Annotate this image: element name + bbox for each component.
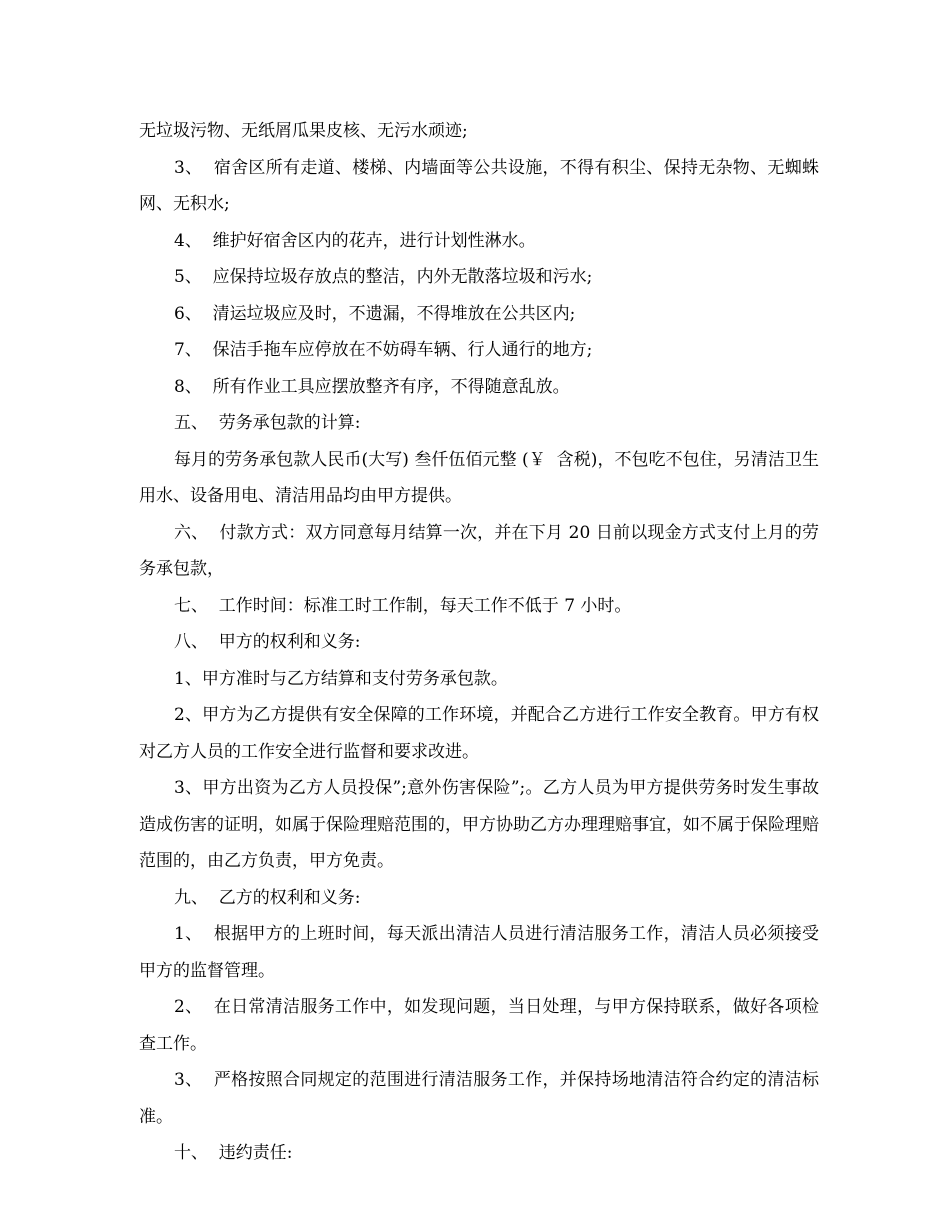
- paragraph: 3、 严格按照合同规定的范围进行清洁服务工作，并保持场地清洁符合约定的清洁标准。: [139, 1070, 819, 1127]
- paragraph: 5、 应保持垃圾存放点的整洁，内外无散落垃圾和污水;: [174, 267, 593, 287]
- paragraph: 4、 维护好宿舍区内的花卉，进行计划性淋水。: [174, 230, 536, 251]
- paragraph: 1、甲方准时与乙方结算和支付劳务承包款。: [174, 668, 508, 689]
- section-heading: 六、 付款方式：双方同意每月结算一次，并在下月 20 日前以现金方式支付上月的劳务承包款，: [139, 522, 819, 579]
- section-heading: 五、 劳务承包款的计算:: [174, 413, 361, 433]
- document-body: [139, 113, 819, 1172]
- section-heading: 七、 工作时间：标准工时工作制，每天工作不低于 7 小时。: [174, 595, 632, 616]
- section-heading: 十、 违约责任:: [174, 1143, 293, 1163]
- paragraph: 6、 清运垃圾应及时，不遗漏，不得堆放在公共区内;: [174, 303, 576, 324]
- section-heading: 九、 乙方的权利和义务:: [174, 887, 361, 908]
- section-heading: 八、 甲方的权利和义务:: [174, 632, 361, 652]
- paragraph: 每月的劳务承包款人民币(大写) 叁仟伍佰元整 (￥ 含税)，不包吃不包住，另清洁卫生用水、设备用电、清洁用品均由甲方提供。: [139, 449, 819, 506]
- paragraph: 7、 保洁手拖车应停放在不妨碍车辆、行人通行的地方;: [174, 340, 593, 360]
- paragraph: 无垃圾污物、无纸屑瓜果皮核、无污水顽迹;: [139, 121, 468, 141]
- paragraph: 1、 根据甲方的上班时间，每天派出清洁人员进行清洁服务工作，清洁人员必须接受甲方的监督管理。: [139, 924, 819, 981]
- paragraph: 2、甲方为乙方提供有安全保障的工作环境，并配合乙方进行工作安全教育。甲方有权对乙方人员的工作安全进行监督和要求改进。: [139, 705, 819, 762]
- paragraph: 3、 宿舍区所有走道、楼梯、内墙面等公共设施，不得有积尘、保持无杂物、无蜘蛛网、无积水;: [139, 157, 819, 214]
- paragraph: 3、甲方出资为乙方人员投保”;意外伤害保险”;。乙方人员为甲方提供劳务时发生事故造成伤害的证明，如属于保险理赔范围的，甲方协助乙方办理理赔事宜，如不属于保险理赔范围的，由乙方负责，甲方免责。: [139, 778, 819, 871]
- paragraph: 2、 在日常清洁服务工作中，如发现问题，当日处理，与甲方保持联系，做好各项检查工作。: [139, 997, 819, 1054]
- paragraph: 8、 所有作业工具应摆放整齐有序，不得随意乱放。: [174, 376, 570, 397]
